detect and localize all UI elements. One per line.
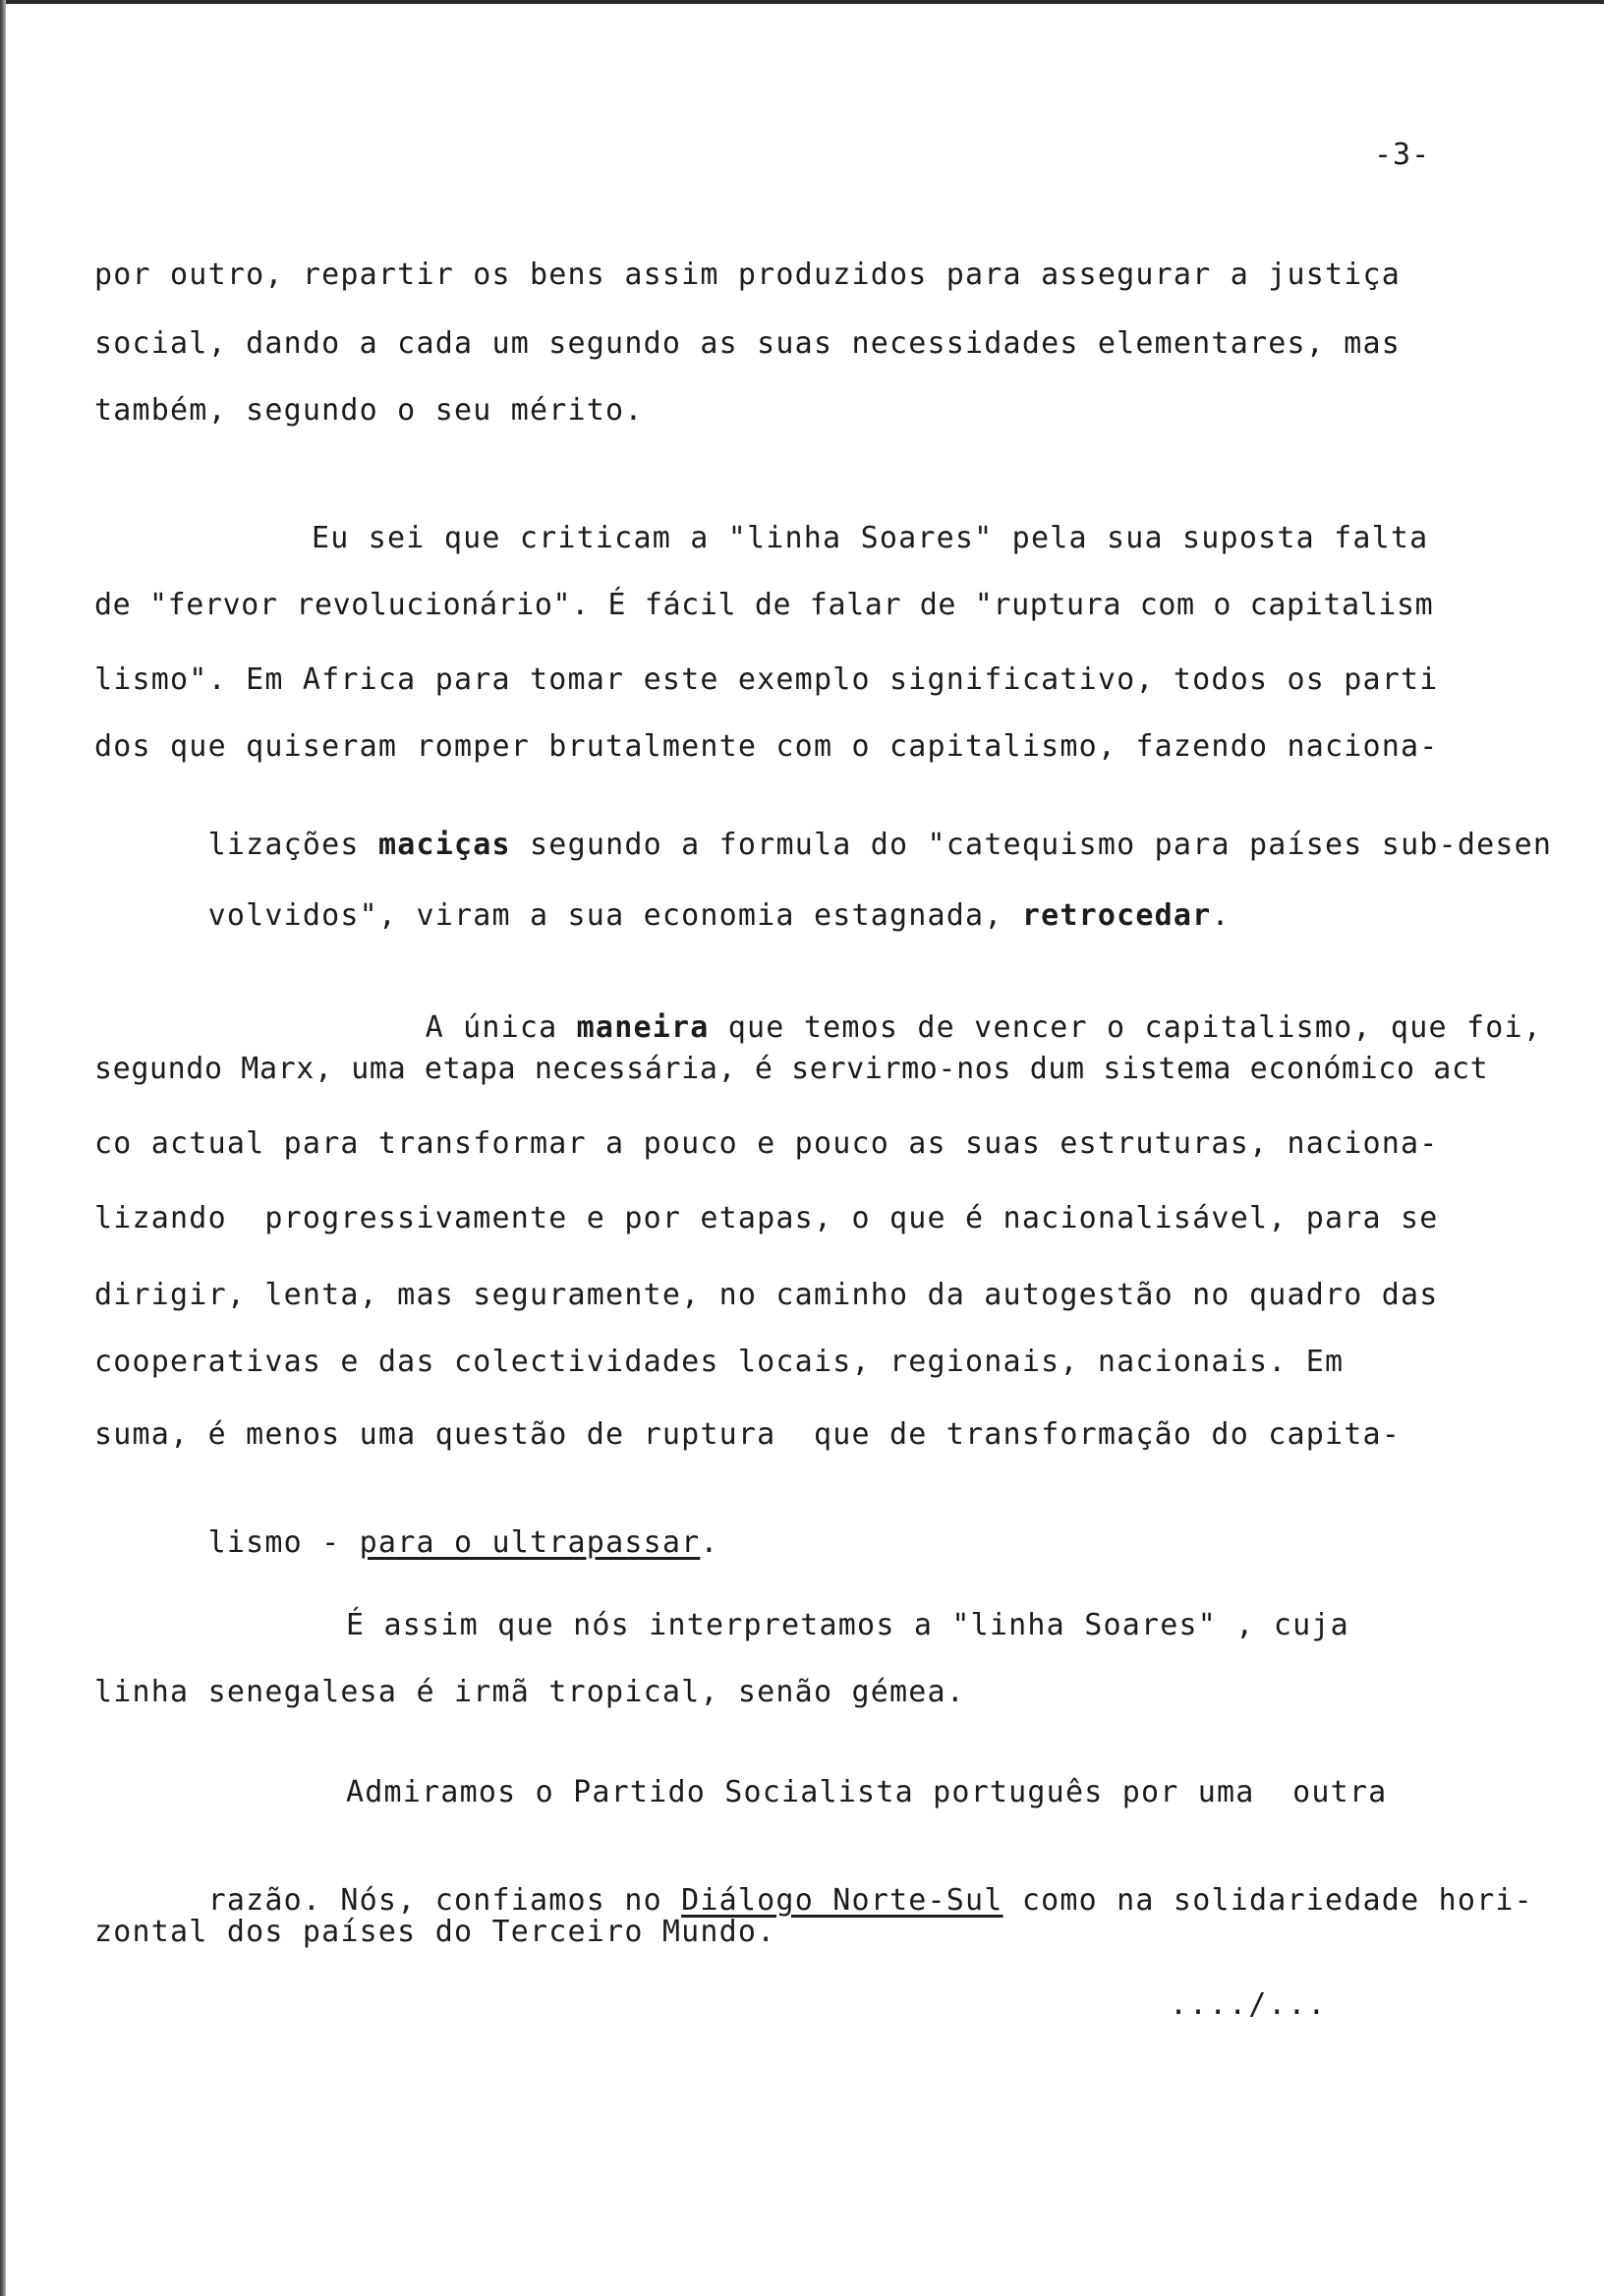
text-line [94,1490,719,1596]
text-fragment: como na solidariedade hori- [1002,1883,1533,1918]
text-line: cooperativas e das colectividades locais, regionais, nacionais. Em [94,1345,1345,1379]
text-line: por outro, repartir os bens assim produzidos para assegurar a justiça [94,258,1402,292]
scan-edge-left [0,0,6,2296]
text-fragment-underlined: para o ultrapassar [359,1525,701,1560]
text-line: dirigir, lenta, mas seguramente, no caminho da autogestão no quadro das [94,1278,1439,1312]
text-fragment-bold: maciças [377,828,511,862]
text-fragment: . [1211,898,1231,933]
text-fragment: lismo - [207,1525,360,1560]
text-fragment-bold: maneira [576,1010,710,1045]
text-fragment-bold: retrocedar [1021,898,1212,933]
text-fragment-underlined: Diálogo Norte-Sul [681,1883,1003,1918]
scan-edge-top [0,0,1604,4]
continuation-mark: ..../... [1170,1987,1328,2022]
text-line: social, dando a cada um segundo as suas necessidades elementares, mas [94,326,1402,361]
text-line: Admiramos o Partido Socialista português por uma outra [346,1775,1388,1809]
text-fragment: . [700,1525,719,1560]
text-line: Eu sei que criticam a "linha Soares" pela sua suposta falta [312,521,1429,555]
text-line: linha senegalesa é irmã tropical, senão gémea. [94,1675,966,1709]
text-line: suma, é menos uma questão de ruptura que de transformação do capita- [94,1417,1402,1452]
text-fragment: que temos de vencer o capitalismo, que foi, [709,1010,1543,1045]
text-line: lizando progressivamente e por etapas, o que é nacionalisável, para se [94,1201,1439,1235]
text-line: também, segundo o seu mérito. [94,393,644,428]
text-line: lismo". Em Africa para tomar este exemplo significativo, todos os parti [94,662,1439,697]
page-number: -3- [1374,138,1431,172]
text-line: É assim que nós interpretamos a "linha Soares" , cuja [346,1608,1349,1642]
text-line: de "fervor revolucionário". É fácil de falar de "ruptura com o capitalism [94,588,1434,622]
text-line: dos que quiseram romper brutalmente com o capitalismo, fazendo naciona- [94,729,1439,764]
text-line: segundo Marx, uma etapa necessária, é servirmo-nos dum sistema económico act [94,1052,1489,1086]
text-fragment: segundo a formula do "catequismo para países sub-desen [510,828,1553,862]
text-line: zontal dos países do Terceiro Mundo. [94,1915,776,1949]
text-fragment: lizações [207,828,378,862]
text-fragment: volvidos", viram a sua economia estagnada, [207,898,1022,933]
text-fragment: razão. Nós, confiamos no [207,1883,682,1918]
text-line: co actual para transformar a pouco e pouco as suas estruturas, naciona- [94,1126,1439,1161]
text-line [94,863,1231,969]
text-fragment: A única [425,1010,577,1045]
